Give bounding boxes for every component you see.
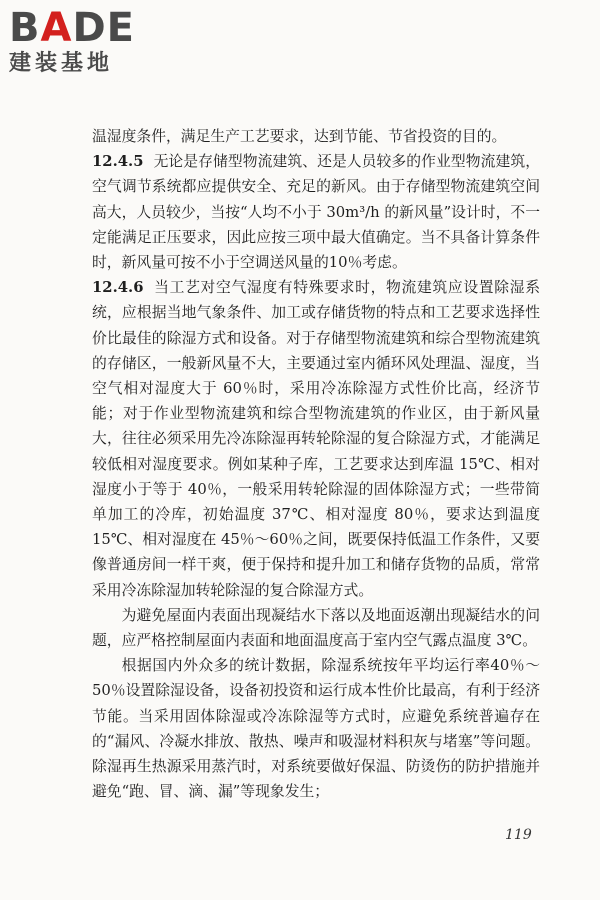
logo-accent-letter: A [40, 5, 73, 51]
section-number: 12.4.5 [92, 153, 144, 171]
paragraph-continuation: 温湿度条件，满足生产工艺要求，达到节能、节省投资的目的。 [92, 128, 507, 145]
logo-subtitle: 建装基地 [9, 51, 114, 76]
section-number: 12.4.6 [92, 279, 144, 297]
paragraph-statistics: 根据国内外众多的统计数据，除湿系统按年平均运行率40％～50％设置除湿设备，设备初投资和运行成本性价比最高，有利于经济节能。当采用固体除湿或冷冻除湿等方式时，应避免系统普遍存在的“漏风、冷凝水排放、散热、噪声和吸湿材料积灰与堵塞”等问题。除湿再生热源采用蒸汽时，对系统要做好保温、防烫伤的防护措施并避免“跑、冒、滴、漏”等现象发生； [92, 657, 540, 801]
paragraph-12-4-5: 12.4.5 无论是存储型物流建筑、还是人员较多的作业型物流建筑，空气调节系统都应提供安全、充足的新风。由于存储型物流建筑空间高大，人员较少，当按“人均不小于 30m³/h 的新风量”设计时，不一定能满足正压要求，因此应按三项中最大值确定。当不具备计算条件时，新风量可按不小于空调送风量的10％考虑。 [92, 153, 540, 272]
site-logo [9, 6, 189, 76]
logo-wordmark: BADE [9, 5, 135, 51]
page-body [92, 124, 540, 804]
paragraph-12-4-6: 12.4.6 当工艺对空气湿度有特殊要求时，物流建筑应设置除湿系统，应根据当地气象条件、加工或存储货物的特点和工艺要求选择性价比最佳的除湿方式和设备。对于存储型物流建筑和综合型物流建筑的存储区，一般新风量不大，主要通过室内循环风处理温、湿度，当空气相对湿度大于 60％时，采用冷冻除湿方式性价比高，经济节能；对于作业型物流建筑和综合型物流建筑的作业区，由于新风量大，往往必须采用先冷冻除湿再转轮除湿的复合除湿方式，才能满足较低相对湿度要求。例如某种子库，工艺要求达到库温 15℃、相对湿度小于等于 40％，一般采用转轮除湿的固体除湿方式；一些带简单加工的冷库，初始温度 37℃、相对湿度 80％，要求达到温度 15℃、相对湿度在 45％～60％之间，既要保持低温工作条件，又要像普通房间一样干爽，便于保持和提升加工和储存货物的品质，常常采用冷冻除湿加转轮除湿的复合除湿方式。 [92, 279, 540, 599]
page-number: 119 [505, 827, 532, 843]
paragraph-condensation: 为避免屋面内表面出现凝结水下落以及地面返潮出现凝结水的问题，应严格控制屋面内表面和地面温度高于室内空气露点温度 3℃。 [92, 606, 540, 650]
